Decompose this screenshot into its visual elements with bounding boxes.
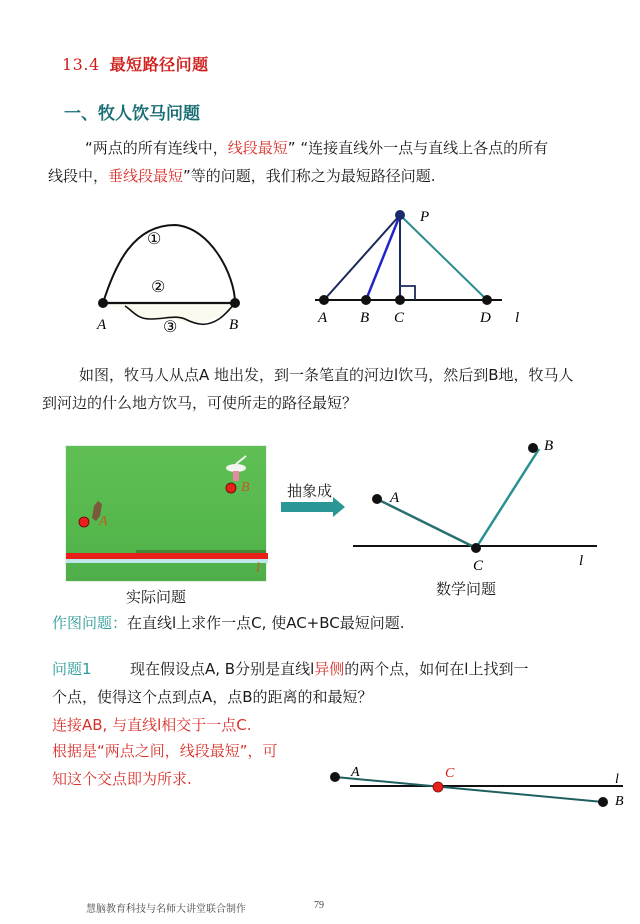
figure-perpendicular xyxy=(310,205,540,330)
point-c xyxy=(395,295,405,305)
question-1-line-1: 问题1 现在假设点A, B分别是直线l异侧的两个点，如何在l上找到一 xyxy=(52,655,612,683)
answer-line-1: 连接AB, 与直线l相交于一点C. xyxy=(52,716,252,734)
arrow-label: 抽象成 xyxy=(287,482,333,500)
segment-pd xyxy=(400,215,487,300)
page-number: 79 xyxy=(314,900,324,911)
question-1 xyxy=(52,655,612,739)
figure-math-problem xyxy=(350,432,610,572)
figure-paths-ab xyxy=(85,215,265,340)
label-a: A xyxy=(99,514,108,529)
label-p: P xyxy=(420,209,430,225)
segment-ab xyxy=(335,777,603,802)
path-1-curve xyxy=(103,225,235,303)
problem-paragraph xyxy=(42,361,632,417)
label-c: C xyxy=(473,558,484,572)
point-a xyxy=(98,298,108,308)
label-b: B xyxy=(229,317,239,333)
point-a xyxy=(79,517,89,527)
construction-text: 在直线l上求作一点C, 使AC+BC最短问题. xyxy=(127,614,405,632)
section-heading xyxy=(62,52,209,75)
point-b xyxy=(361,295,371,305)
answer-line-2: 根据是“两点之间，线段最短”，可 xyxy=(52,742,278,760)
point-b xyxy=(528,443,538,453)
point-b xyxy=(230,298,240,308)
photo-overlay xyxy=(66,446,268,583)
problem-line-2: 到河边的什么地方饮马，可使所走的路径最短？ xyxy=(42,394,358,412)
point-a xyxy=(372,494,382,504)
label-b: B xyxy=(615,794,624,809)
segment-bc xyxy=(476,449,539,548)
label-d: D xyxy=(480,310,491,326)
highlight-segment-shortest: 线段最短 xyxy=(227,139,288,157)
label-line-l: l xyxy=(579,553,584,569)
point-a xyxy=(330,772,340,782)
label-line-l: l xyxy=(256,561,260,576)
segment-ac xyxy=(377,499,476,548)
label-path-3: ③ xyxy=(163,319,178,336)
highlight-opposite-sides: 异侧 xyxy=(314,660,345,678)
point-b xyxy=(226,483,236,493)
point-a xyxy=(319,295,329,305)
subsection-title: 一、牧人饮马问题 xyxy=(64,104,200,124)
intro-paragraph xyxy=(48,134,628,190)
section-title: 最短路径问题 xyxy=(109,55,209,74)
caption-math-problem: 数学问题 xyxy=(436,580,497,598)
intro-line-2: 线段中，垂线段最短”等的问题，我们称之为最短路径问题. xyxy=(48,167,436,185)
footer-publisher: 慧脑教育科技与名师大讲堂联合制作 xyxy=(86,904,246,915)
river-line-l xyxy=(66,553,268,559)
label-a: A xyxy=(351,765,360,780)
label-b: B xyxy=(241,480,250,495)
segment-pa xyxy=(324,215,400,300)
point-c xyxy=(471,543,481,553)
label-a: A xyxy=(318,310,328,326)
answer-reason xyxy=(52,737,332,793)
label-a: A xyxy=(97,317,107,333)
problem-line-1: 如图，牧马人从点A 地出发，到一条笔直的河边l饮马，然后到B地，牧马人 xyxy=(79,366,574,384)
point-c xyxy=(433,782,443,792)
question-1-line-2: 个点，使得这个点到点A，点B的距离的和最短？ xyxy=(52,688,373,706)
label-line-l: l xyxy=(615,772,619,787)
label-line-l: l xyxy=(515,310,520,326)
label-path-2: ② xyxy=(151,279,166,296)
label-c: C xyxy=(394,310,405,326)
abstract-arrow-icon xyxy=(281,496,347,518)
caption-actual-problem: 实际问题 xyxy=(126,588,187,606)
segment-pb xyxy=(366,215,400,300)
label-b: B xyxy=(360,310,370,326)
answer-line-3: 知这个交点即为所求. xyxy=(52,770,192,788)
house-icon xyxy=(226,464,246,472)
river-water xyxy=(66,559,268,563)
question-1-label: 问题1 xyxy=(52,660,92,678)
point-d xyxy=(482,295,492,305)
label-path-1: ① xyxy=(147,231,162,248)
figure-opposite-sides xyxy=(325,760,630,810)
intro-line-1: “两点的所有连线中，线段最短” “连接直线外一点与直线上各点的所有 xyxy=(85,139,549,157)
label-c: C xyxy=(445,766,455,781)
point-p xyxy=(395,210,405,220)
label-b: B xyxy=(544,438,554,454)
construction-problem xyxy=(52,609,612,637)
section-number: 13.4 xyxy=(62,55,100,74)
construction-label: 作图问题： xyxy=(52,614,128,632)
highlight-perpendicular-shortest: 垂线段最短 xyxy=(108,167,184,185)
label-a: A xyxy=(390,490,400,506)
point-b xyxy=(598,797,608,807)
photo-actual-problem xyxy=(65,445,267,582)
